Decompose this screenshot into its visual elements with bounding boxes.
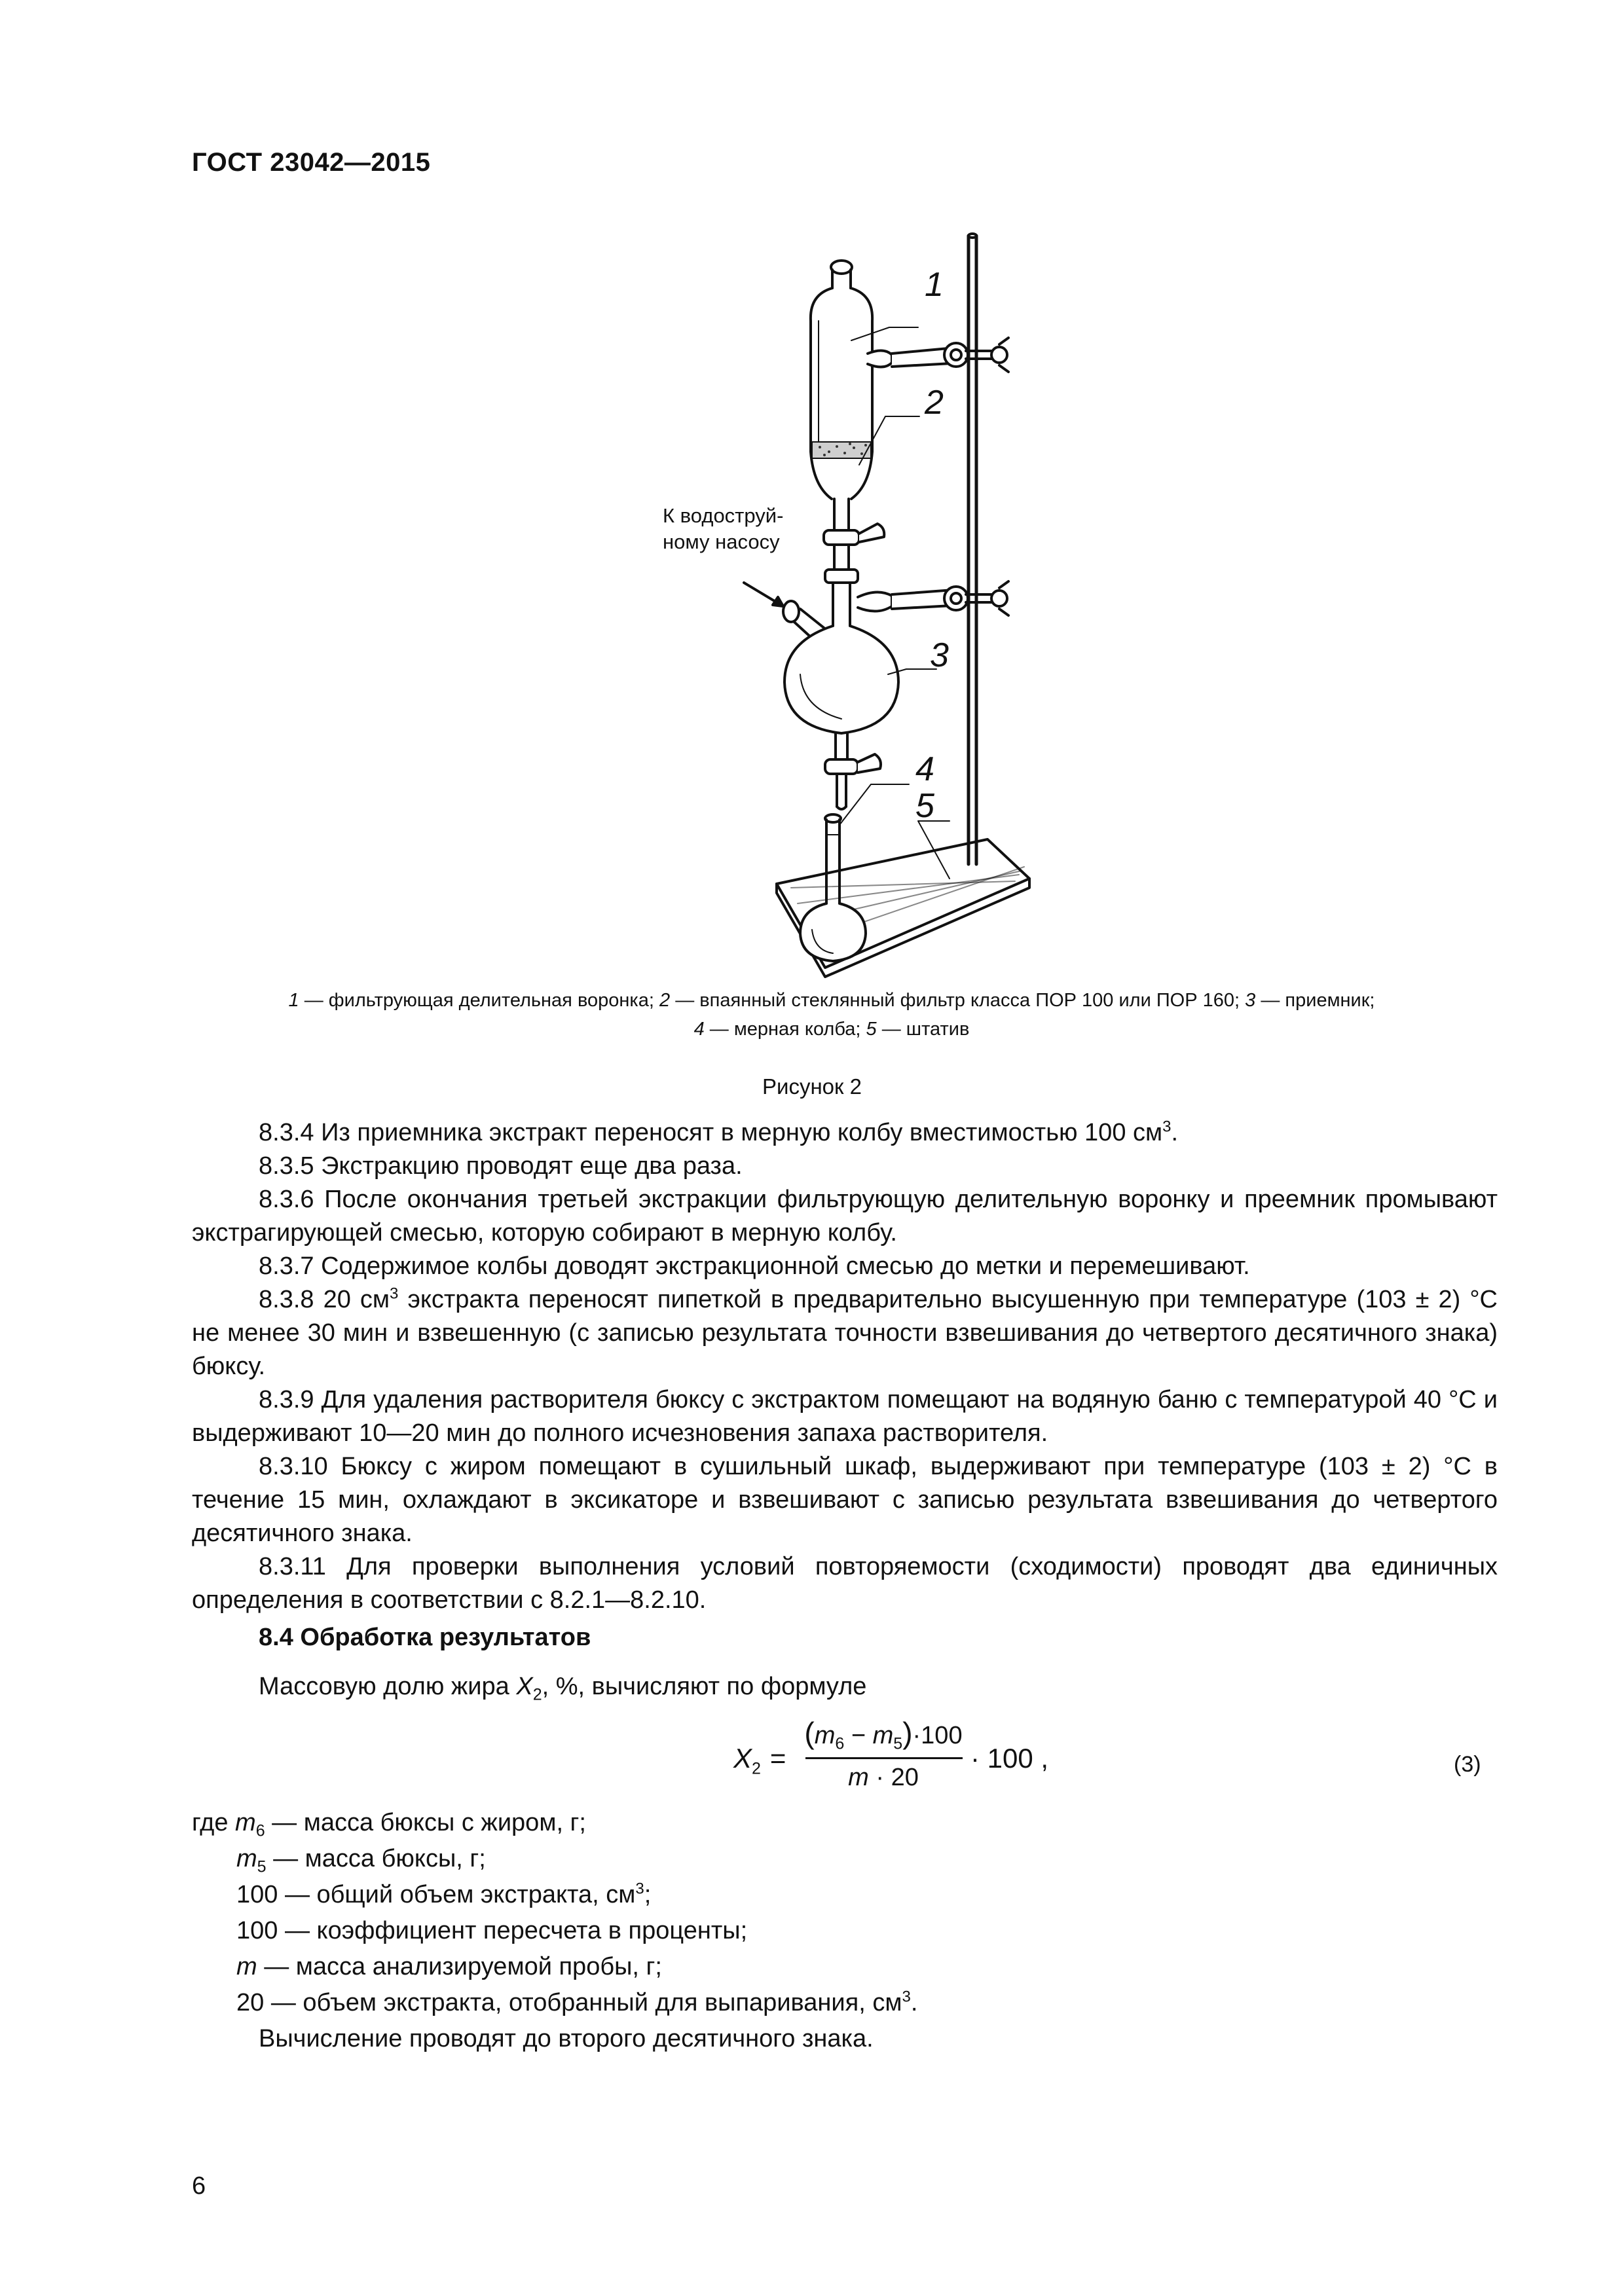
figure-caption: Рисунок 2 [762,1074,862,1099]
figure-label-3: 3 [930,636,949,674]
paragraph-8-3-6: 8.3.6 После окончания третьей экстракции фильтрующую делительную воронку и преемник промывают экстрагирующей смесью, которую собирают в мерную колбу. [192,1186,1498,1247]
figure-label-4: 4 [915,750,934,788]
figure-label-2: 2 [925,384,944,422]
formula-intro: Массовую долю жира $X_2$, %, вычисляют по формуле [259,1673,867,1704]
figure-note-line-2: ному насосу [663,530,780,553]
procedure-text [192,1116,1498,1617]
legend-line-2: 4 — мерная колба; 5 — штатив [693,1019,970,1040]
figure-legend [183,986,1480,1044]
standard-header: ГОСТ 23042—2015 [192,148,431,177]
formula-factor: · 100 , [970,1743,1049,1774]
variable-definitions [192,1805,1498,2057]
definition-percent-factor: 100 — коэффициент пересчета в проценты; [236,1917,748,1944]
definition-aliquot-volume: 20 — объем экстракта, отобранный для выпаривания, $см^3$. [236,1988,918,2016]
definition-m5: $m_5$ — масса бюксы, г; [236,1845,486,1876]
section-heading: 8.4 Обработка результатов [259,1624,591,1651]
figure-label-1: 1 [925,266,944,304]
equation-number: (3) [1454,1752,1481,1777]
precision-note: Вычисление проводят до второго десятичного знака. [259,2025,874,2052]
paragraph-8-3-11: 8.3.11 Для проверки выполнения условий повторяемости (сходимости) проводят два единичных определения в соответствии с 8.2.1—8.2.10. [192,1553,1498,1614]
paragraph-8-3-10: 8.3.10 Бюксу с жиром помещают в сушильный шкаф, выдерживают при температуре (103 ± 2) °С в течение 15 мин, охлаждают в эксикаторе и взвешивают с записью результата взвешивания до четвертого десятичного знака. [192,1453,1498,1547]
formula-lhs: $X_2$ = [733,1743,786,1778]
paragraph-8-3-9: 8.3.9 Для удаления растворителя бюксу с экстрактом помещают на водяную баню с температурой 40 °С и выдерживают 10—20 мин до полного исчезновения запаха растворителя. [192,1386,1498,1447]
formula-denominator: m · 20 [848,1764,919,1791]
figure-note-line-1: К водоструй- [663,504,784,527]
definition-extract-volume: 100 — общий объем экстракта, $см^3$; [236,1880,652,1908]
legend-line-1: 1 — фильтрующая делительная воронка; 2 — впаянный стеклянный фильтр класса ПОР 100 или ПОР 160; 3 — приемник; [288,990,1375,1011]
page-number: 6 [192,2172,206,2200]
formula-3 [733,1715,1192,1800]
definition-m: m — масса анализируемой пробы, г; [236,1953,662,1980]
apparatus-figure [629,216,1087,989]
figure-label-5: 5 [915,787,934,825]
paragraph-8-3-5: 8.3.5 Экстракцию проводят еще два раза. [259,1152,743,1180]
paragraph-8-3-8: 8.3.8 20 $см^3$ экстракта переносят пипеткой в предварительно высушенную при температуре (103 ± 2) °С не менее 30 мин и взвешенную (с записью результата точности взвешивания до четвертого десятичного знака) бюксу. [192,1285,1498,1380]
definition-m6: где $m_6$ — масса бюксы с жиром, г; [192,1809,586,1840]
paragraph-8-3-7: 8.3.7 Содержимое колбы доводят экстракционной смесью до метки и перемешивают. [259,1252,1250,1280]
paragraph-8-3-4: 8.3.4 Из приемника экстракт переносят в мерную колбу вместимостью 100 $см^3$. [259,1118,1179,1146]
fraction-bar [805,1757,963,1759]
formula-numerator: $(m_6 - m_5)\cdot 100$ [804,1716,963,1753]
